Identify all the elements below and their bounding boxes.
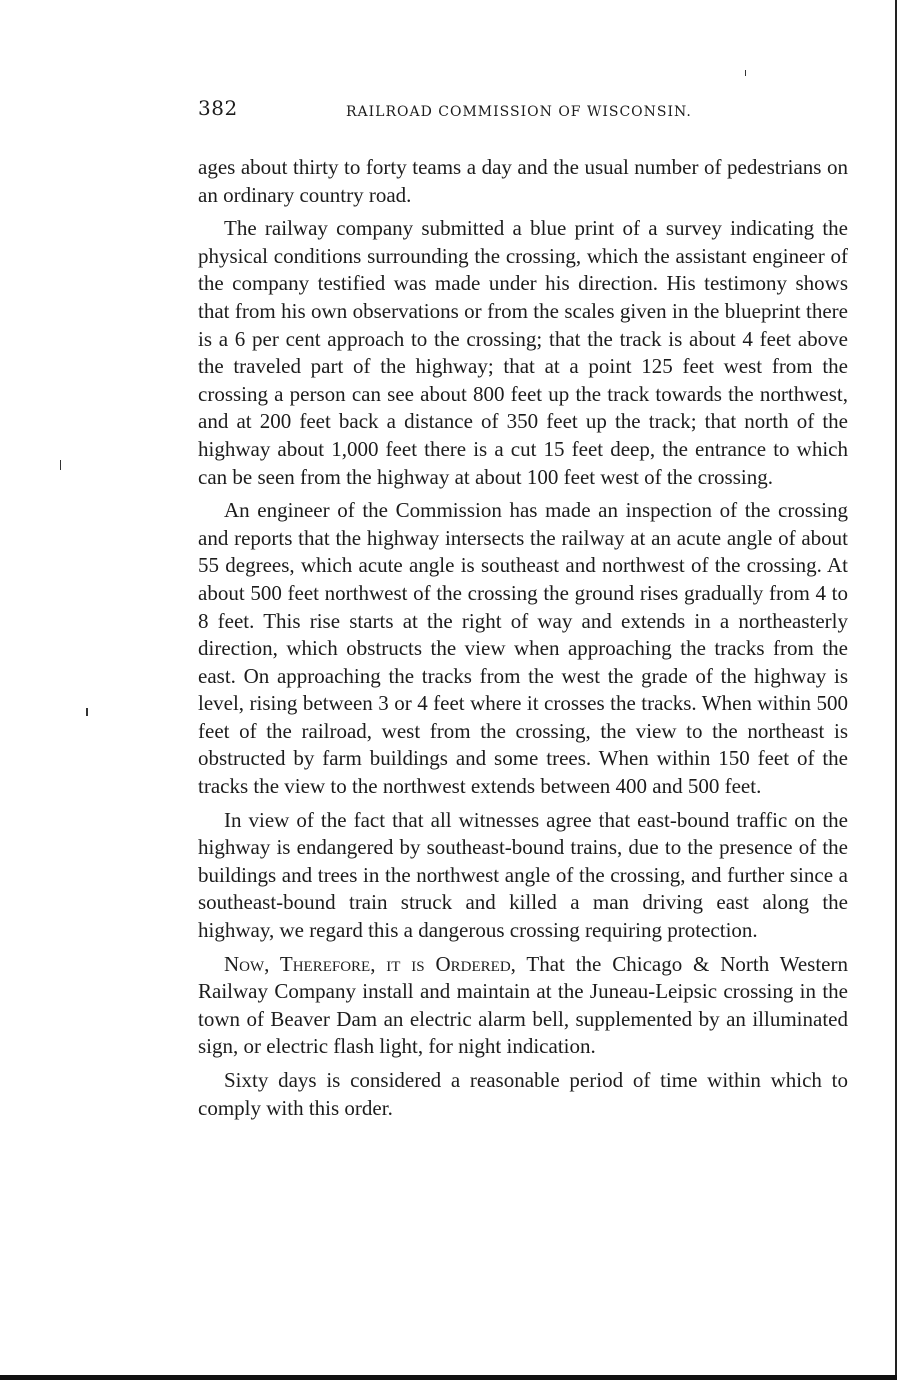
scan-speck [745,70,746,76]
paragraph-continued: ages about thirty to forty teams a day and the usual number of pedestrians on an ordinary country road. [198,155,848,207]
paragraph-engineer-inspection: An engineer of the Commission has made an inspection of the crossing and reports that the highway intersects the railway at an acute angle of about 55 degrees, which acute angle is southeast and northwest of the crossing. At about 500 feet northwest of the crossing the ground rises gradually from 4 to 8 feet. This rise starts at the right of way and extends in a northeasterly direction, which obstructs the view when approaching the tracks from the east. On approaching the tracks from the west the grade of the highway is level, rising between 3 or 4 feet where it crosses the tracks. When within 500 feet of the railroad, west from the crossing, the view to the northeast is obstructed by farm buildings and some trees. When within 150 feet of the tracks the view to the northwest extends between 400 and 500 feet. [198,498,848,799]
page-edge-bottom [0,1375,897,1380]
running-head: RAILROAD COMMISSION OF WISCONSIN. [346,104,692,120]
scan-speck [60,460,61,470]
paragraph-blueprint-testimony: The railway company submitted a blue print of a survey indicating the physical conditions surrounding the crossing, which the assistant engineer of the company testified was made under his direction. His testimony shows that from his own observations or from the scales given in the blueprint there is a 6 per cent approach to the crossing; that the track is about 4 feet above the traveled part of the highway; that at a point 125 feet west from the crossing a person can see about 800 feet up the track towards the northwest, and at 200 feet back a distance of 350 feet up the track; that north of the highway about 1,000 feet there is a cut 15 feet deep, the entrance to which can be seen from the highway at about 100 feet west of the crossing. [198,216,848,489]
order-lead-in: Now, Therefore, it is Ordered, [224,951,516,976]
page-header [198,96,848,124]
body-text [198,154,848,1128]
paragraph-dangerous-crossing: In view of the fact that all witnesses agree that east-bound traffic on the highway is endangered by southeast-bound trains, due to the presence of the buildings and trees in the northwest angle of the crossing, and further since a southeast-bound train struck and killed a man driving east along the highway, we regard this a dangerous crossing requiring protection. [198,807,848,943]
paragraph-order [198,951,848,1061]
scan-speck [86,708,88,716]
order-text: That the Chicago & North Western Railway Company install and maintain at the Juneau-Leipsic crossing in the town of Beaver Dam an electric alarm bell, supplemented by an illuminated sign, or electric flash light, for night indication. [198,951,848,1059]
paragraph-compliance-period: Sixty days is considered a reasonable period of time within which to comply with this order. [198,1068,848,1120]
page-number: 382 [198,96,238,120]
